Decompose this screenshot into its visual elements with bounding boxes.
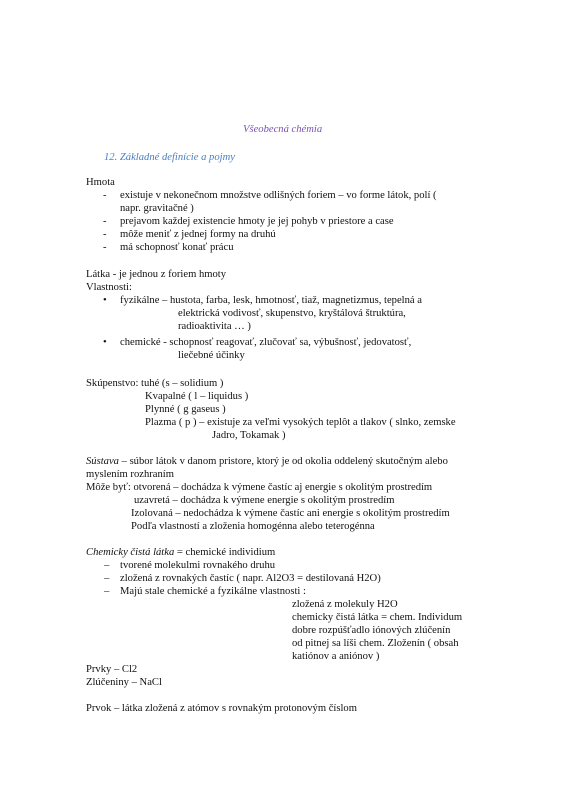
sustava-definition-line: myslením rozhraním [86,469,174,480]
hmota-bullet-text: môže meniť z jednej formy na druhú [120,229,276,240]
sustava-type [134,494,394,507]
ccl-right-line: od pitnej sa líši chem. Zloženín ( obsah [292,638,459,649]
hmota-bullet-text: existuje v nekonečnom množstve odlišných foriem – vo forme látok, polí ( [120,190,437,201]
bullet-marker: - [103,216,107,227]
bullet-marker: - [103,190,107,201]
hmota-bullet-text: má schopnosť konať prácu [120,242,234,253]
property-text: elektrická vodivosť, skupenstvo, kryštálová štruktúra, [178,308,406,319]
skupenstvo-line: Jadro, Tokamak ) [212,430,286,441]
ccl-definition [86,546,275,559]
ccl-term: Chemicky čistá látka [86,547,175,558]
sustava-type-text: Môže byť: otvorená – dochádza k výmene častíc aj energie s okolitým prostredím [86,482,433,493]
example-line: Zlúčeniny – NaCl [86,677,162,688]
ccl-bullet-text: Majú stale chemické a fyzikálne vlastnosti : [120,586,306,597]
property-text: chemické - schopnosť reagovať, zlučovať sa, výbušnosť, jedovatosť, [120,337,412,348]
sustava-type [131,507,450,520]
ccl-bullet-text: zložená z rovnakých častíc ( napr. Al2O3 = destilovaná H2O) [120,573,381,584]
bullet-marker: – [104,573,110,584]
skupenstvo-line: Kvapalné ( l – liquidus ) [145,391,249,402]
property-text: fyzikálne – hustota, farba, lesk, hmotnosť, tiaž, magnetizmus, tepelná a [120,295,422,306]
ccl-definition-text: = chemické individium [174,547,276,558]
sustava-type-text: Podľa vlastností a zloženia homogénna alebo teterogénna [131,521,375,532]
sustava-term: Sústava [86,456,119,467]
sustava-definition-text: – súbor látok v danom pristore, ktorý je od okolia oddelený skutočným alebo [118,456,448,467]
properties-heading: Vlastnosti: [86,282,132,293]
property-text: liečebné účinky [178,350,245,361]
bullet-marker: • [103,337,107,348]
latka-definition: Látka - je jednou z foriem hmoty [86,269,227,280]
skupenstvo-line: Skúpenstvo: tuhé (s – solidium ) [86,378,224,389]
sustava-definition [86,455,448,468]
ccl-bullet-text: tvorené molekulmi rovnakého druhu [120,560,276,571]
bullet-marker: – [104,586,110,597]
prvok-definition: Prvok – látka zložená z atómov s rovnakým protonovým číslom [86,703,357,714]
ccl-right-line: katiónov a aniónov ) [292,651,380,662]
skupenstvo-line: Plazma ( p ) – existuje za veľmi vysokých teplôt a tlakov ( slnko, zemske [145,417,456,428]
bullet-marker: - [103,229,107,240]
document-title: Všeobecná chémia [243,124,323,135]
bullet-marker: - [103,242,107,253]
bullet-marker: • [103,295,107,306]
section-heading: 12. Základné definície a pojmy [104,152,235,163]
sustava-type-text: Izolovaná – nedochádza k výmene častíc ani energie s okolitým prostredím [131,508,450,519]
property-text: radioaktivita … ) [178,321,251,332]
ccl-right-line: chemicky čistá látka = chem. Individum [292,612,463,623]
sustava-type [131,520,375,533]
hmota-bullet-text: napr. gravitačné ) [120,203,194,214]
hmota-bullet-text: prejavom každej existencie hmoty je jej pohyb v priestore a case [120,216,394,227]
bullet-marker: – [104,560,110,571]
sustava-type-text: uzavretá – dochádza k výmene energie s okolitým prostredím [134,495,395,506]
hmota-heading: Hmota [86,177,115,188]
ccl-right-line: zložená z molekuly H2O [292,599,398,610]
sustava-type [86,481,432,494]
skupenstvo-line: Plynné ( g gaseus ) [145,404,226,415]
example-line: Prvky – Cl2 [86,664,138,675]
ccl-right-line: dobre rozpúšťadlo iónových zlúčenín [292,625,451,636]
